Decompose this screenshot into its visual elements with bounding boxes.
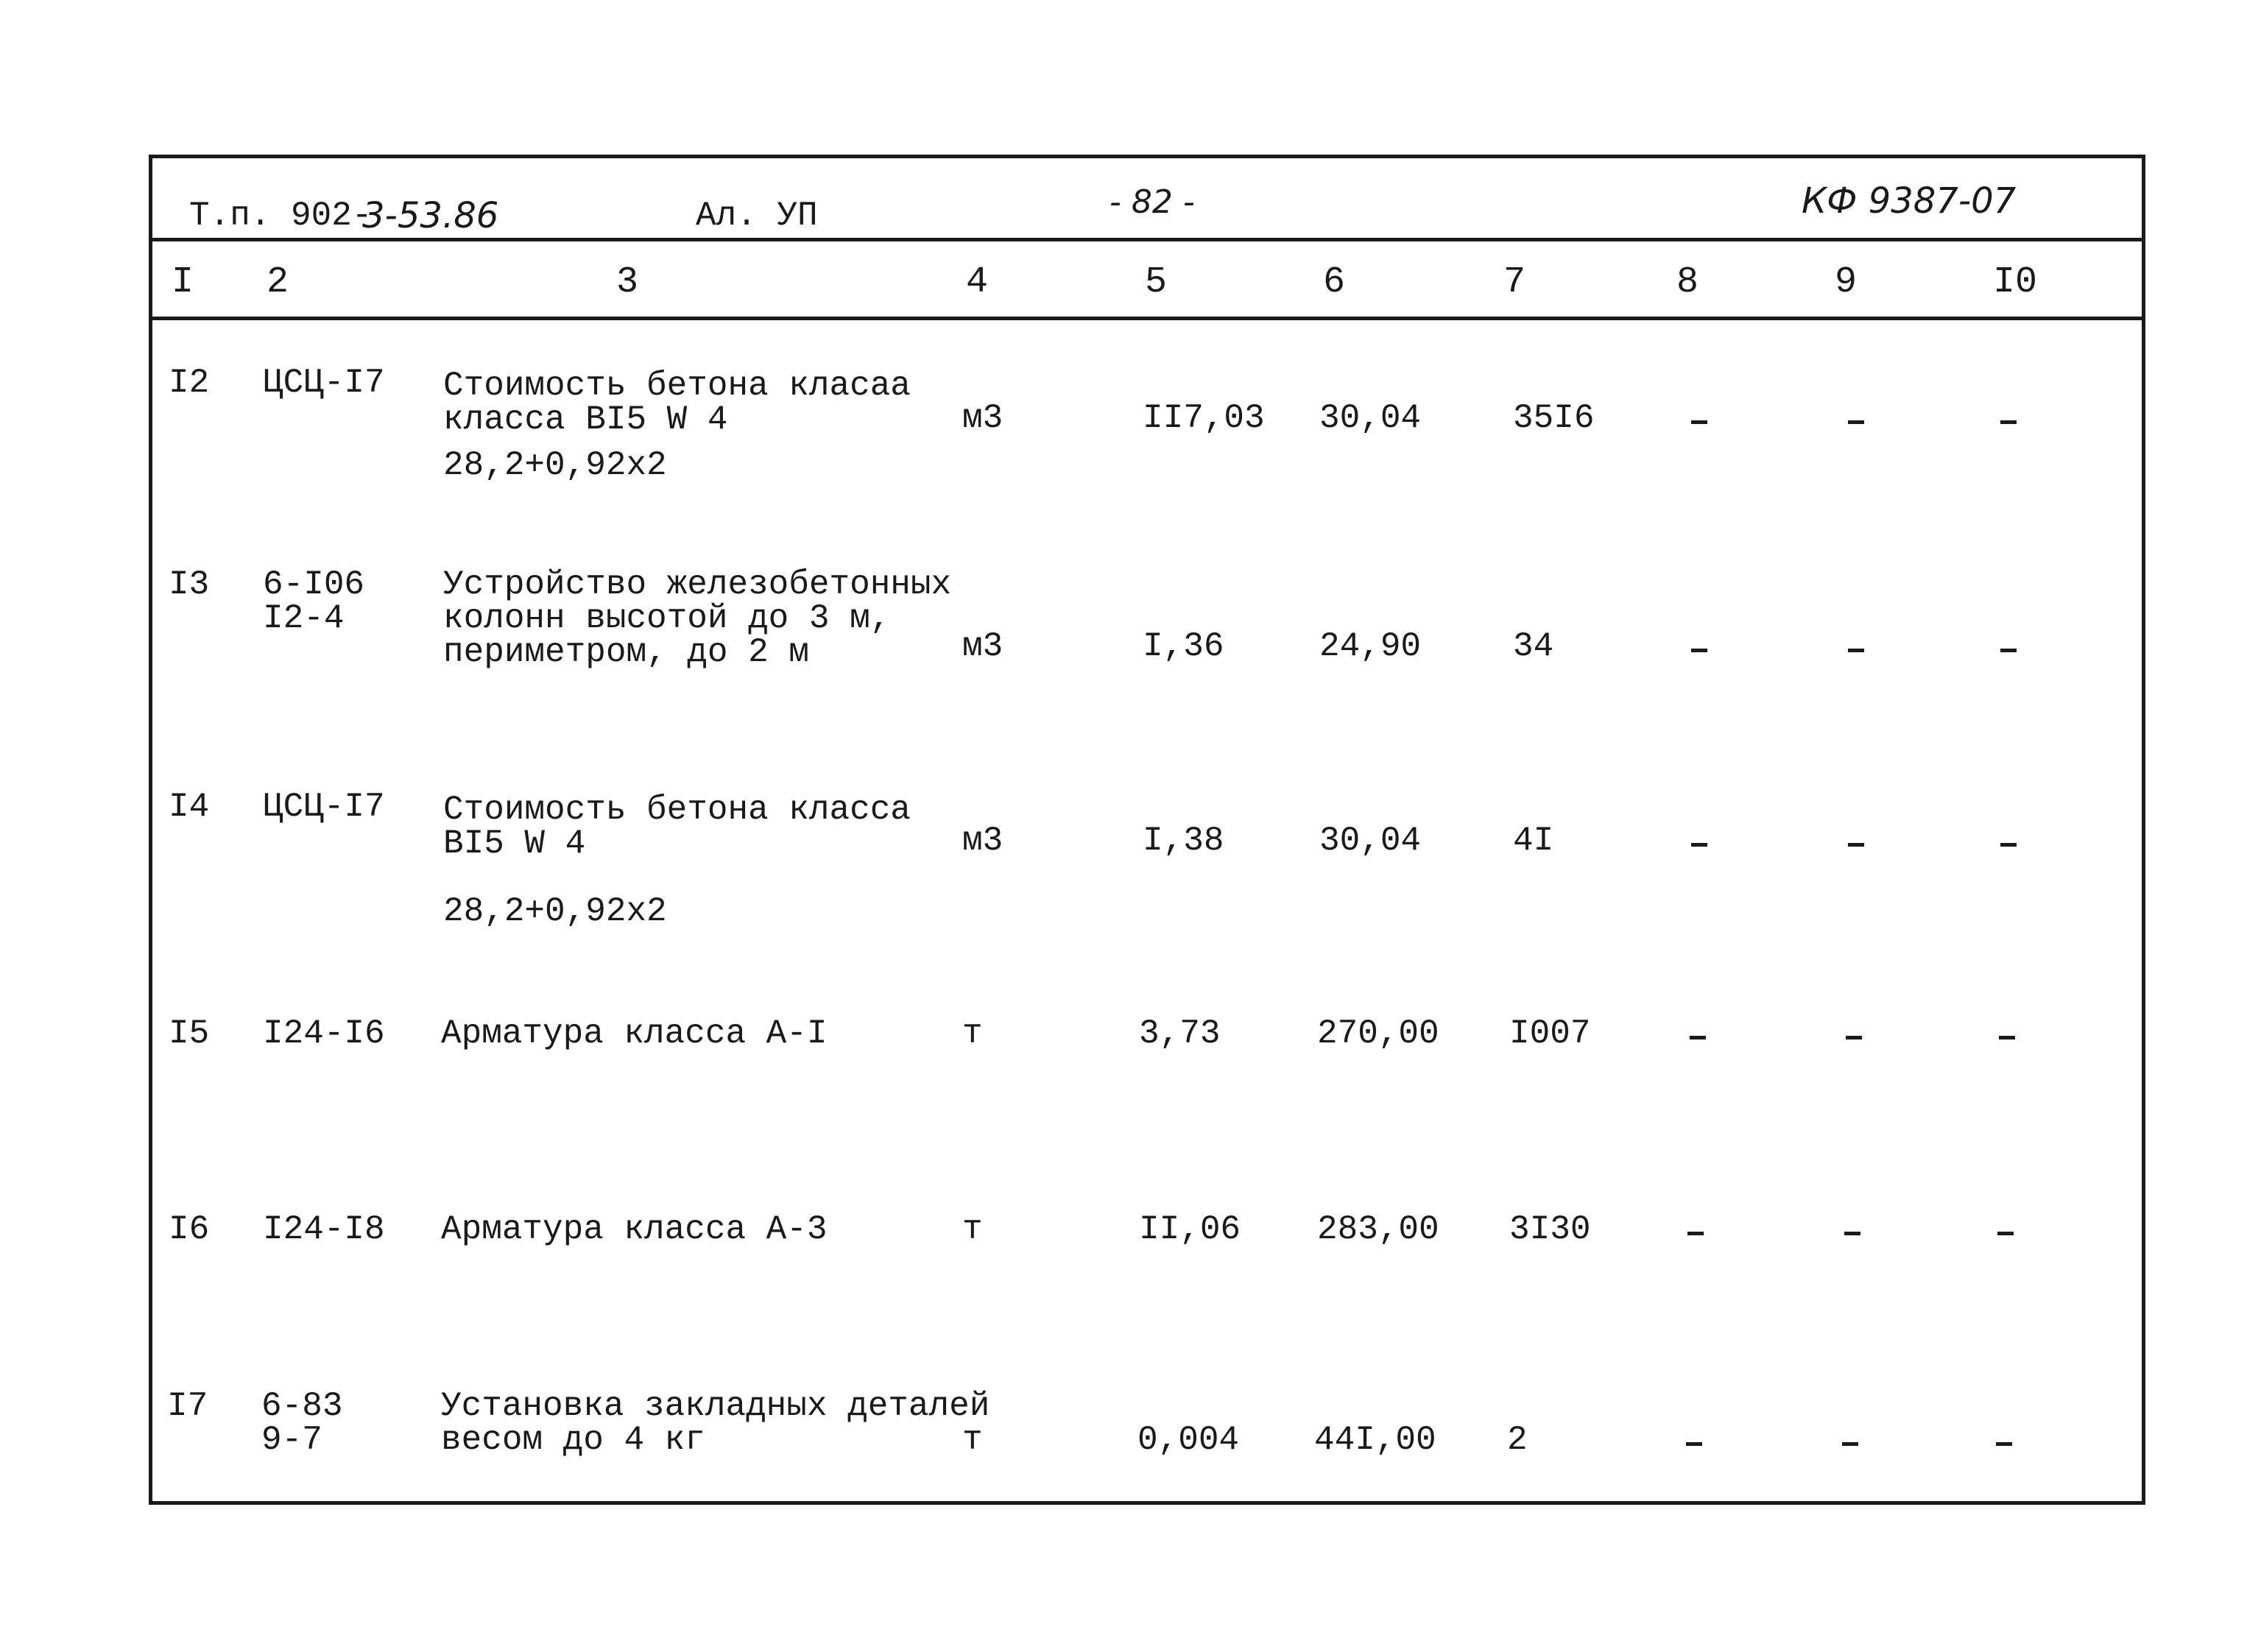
- row-number: I5: [169, 1014, 210, 1053]
- row-number: I7: [167, 1387, 208, 1425]
- empty-cell-dash: [1848, 843, 1864, 847]
- empty-cell-dash: [1996, 1442, 2012, 1446]
- work-description: [441, 1389, 990, 1457]
- header-divider: [152, 238, 2142, 241]
- album-label: Ал. УП: [696, 197, 818, 235]
- column-number-2: 2: [267, 261, 289, 303]
- rate-code: ЦСЦ-I7: [263, 788, 385, 826]
- empty-cell-dash: [2000, 649, 2017, 652]
- unit-price: 30,04: [1319, 399, 1422, 437]
- column-number-3: 3: [616, 261, 639, 303]
- empty-cell-dash: [2000, 843, 2017, 847]
- quantity: 0,004: [1137, 1421, 1240, 1459]
- empty-cell-dash: [1842, 1442, 1858, 1446]
- unit: т: [962, 1014, 983, 1053]
- total-cost: 4I: [1513, 822, 1554, 860]
- unit: т: [962, 1421, 983, 1459]
- column-number-9: 9: [1835, 261, 1858, 303]
- rate-code-line: 6-I06: [263, 565, 365, 604]
- description-line: Установка закладных деталей: [441, 1387, 990, 1425]
- row-number: I2: [169, 364, 210, 402]
- empty-cell-dash: [1690, 1036, 1706, 1039]
- unit: м3: [962, 627, 1003, 666]
- quantity: I,36: [1143, 627, 1224, 666]
- column-number-7: 7: [1503, 261, 1526, 303]
- column-number-5: 5: [1145, 261, 1168, 303]
- quantity-formula: 28,2+0,92х2: [443, 446, 667, 484]
- unit-price: 30,04: [1319, 822, 1422, 860]
- row-number: I4: [169, 788, 210, 826]
- empty-cell-dash: [1691, 843, 1707, 847]
- total-cost: 3I30: [1509, 1210, 1591, 1249]
- column-number-1: I: [172, 261, 194, 303]
- description-line: Устройство железобетонных: [443, 565, 952, 604]
- empty-cell-dash: [1997, 1232, 2014, 1235]
- column-number-10: I0: [1993, 261, 2038, 303]
- empty-cell-dash: [1848, 420, 1864, 424]
- unit-price: 44I,00: [1314, 1421, 1436, 1459]
- work-description: [443, 369, 911, 482]
- unit-price: 270,00: [1317, 1014, 1439, 1053]
- rate-code-line: I2-4: [263, 599, 345, 638]
- rate-code: I24-I8: [263, 1210, 385, 1249]
- unit: м3: [962, 399, 1003, 437]
- document-code: КФ 9387-07: [1802, 180, 2017, 222]
- description-line: класса BI5 W 4: [443, 400, 728, 439]
- empty-cell-dash: [1691, 649, 1707, 652]
- unit-price: 283,00: [1317, 1210, 1439, 1249]
- total-cost: 2: [1507, 1421, 1528, 1459]
- description-line: Стоимость бетона класаа: [443, 367, 911, 405]
- empty-cell-dash: [1999, 1036, 2015, 1039]
- work-description: Арматура класса А-I: [441, 1014, 828, 1053]
- empty-cell-dash: [2000, 420, 2017, 424]
- work-description: [443, 791, 911, 931]
- column-number-8: 8: [1676, 261, 1699, 303]
- rate-code-line: 6-83: [261, 1387, 343, 1425]
- project-prefix: Т.п. 902-: [189, 197, 373, 235]
- unit-price: 24,90: [1319, 627, 1422, 666]
- column-number-4: 4: [966, 261, 989, 303]
- quantity-formula: 28,2+0,92х2: [443, 892, 667, 931]
- row-number: I3: [169, 565, 210, 604]
- description-line: весом до 4 кг: [441, 1421, 705, 1459]
- empty-cell-dash: [1844, 1232, 1860, 1235]
- rate-code: I24-I6: [263, 1014, 385, 1053]
- empty-cell-dash: [1686, 1442, 1702, 1446]
- rate-code-line: 9-7: [261, 1421, 322, 1459]
- empty-cell-dash: [1848, 649, 1864, 652]
- unit: т: [962, 1210, 983, 1249]
- empty-cell-dash: [1691, 420, 1707, 424]
- rate-code: [261, 1389, 342, 1457]
- total-cost: 34: [1513, 627, 1554, 666]
- project-number-handwritten: 3-53.86: [362, 195, 499, 236]
- column-number-6: 6: [1323, 261, 1346, 303]
- total-cost: I007: [1509, 1014, 1591, 1053]
- empty-cell-dash: [1846, 1036, 1862, 1039]
- quantity: II7,03: [1143, 399, 1265, 437]
- description-line: Стоимость бетона класса: [443, 791, 911, 829]
- page-number: - 82 -: [1110, 183, 1195, 221]
- description-line: периметром, до 2 м: [443, 633, 809, 671]
- description-line: колонн высотой до 3 м,: [443, 599, 891, 638]
- unit: м3: [962, 822, 1003, 860]
- column-header-divider: [152, 317, 2142, 320]
- total-cost: 35I6: [1513, 399, 1595, 437]
- row-number: I6: [169, 1210, 210, 1249]
- rate-code: ЦСЦ-I7: [263, 364, 385, 402]
- quantity: 3,73: [1139, 1014, 1221, 1053]
- quantity: II,06: [1139, 1210, 1241, 1249]
- estimate-sheet: [149, 155, 2145, 1505]
- rate-code: [263, 565, 365, 638]
- work-description: [443, 565, 952, 671]
- work-description: Арматура класса А-3: [441, 1210, 828, 1249]
- quantity: I,38: [1143, 822, 1224, 860]
- description-line: BI5 W 4: [443, 825, 586, 863]
- empty-cell-dash: [1687, 1232, 1704, 1235]
